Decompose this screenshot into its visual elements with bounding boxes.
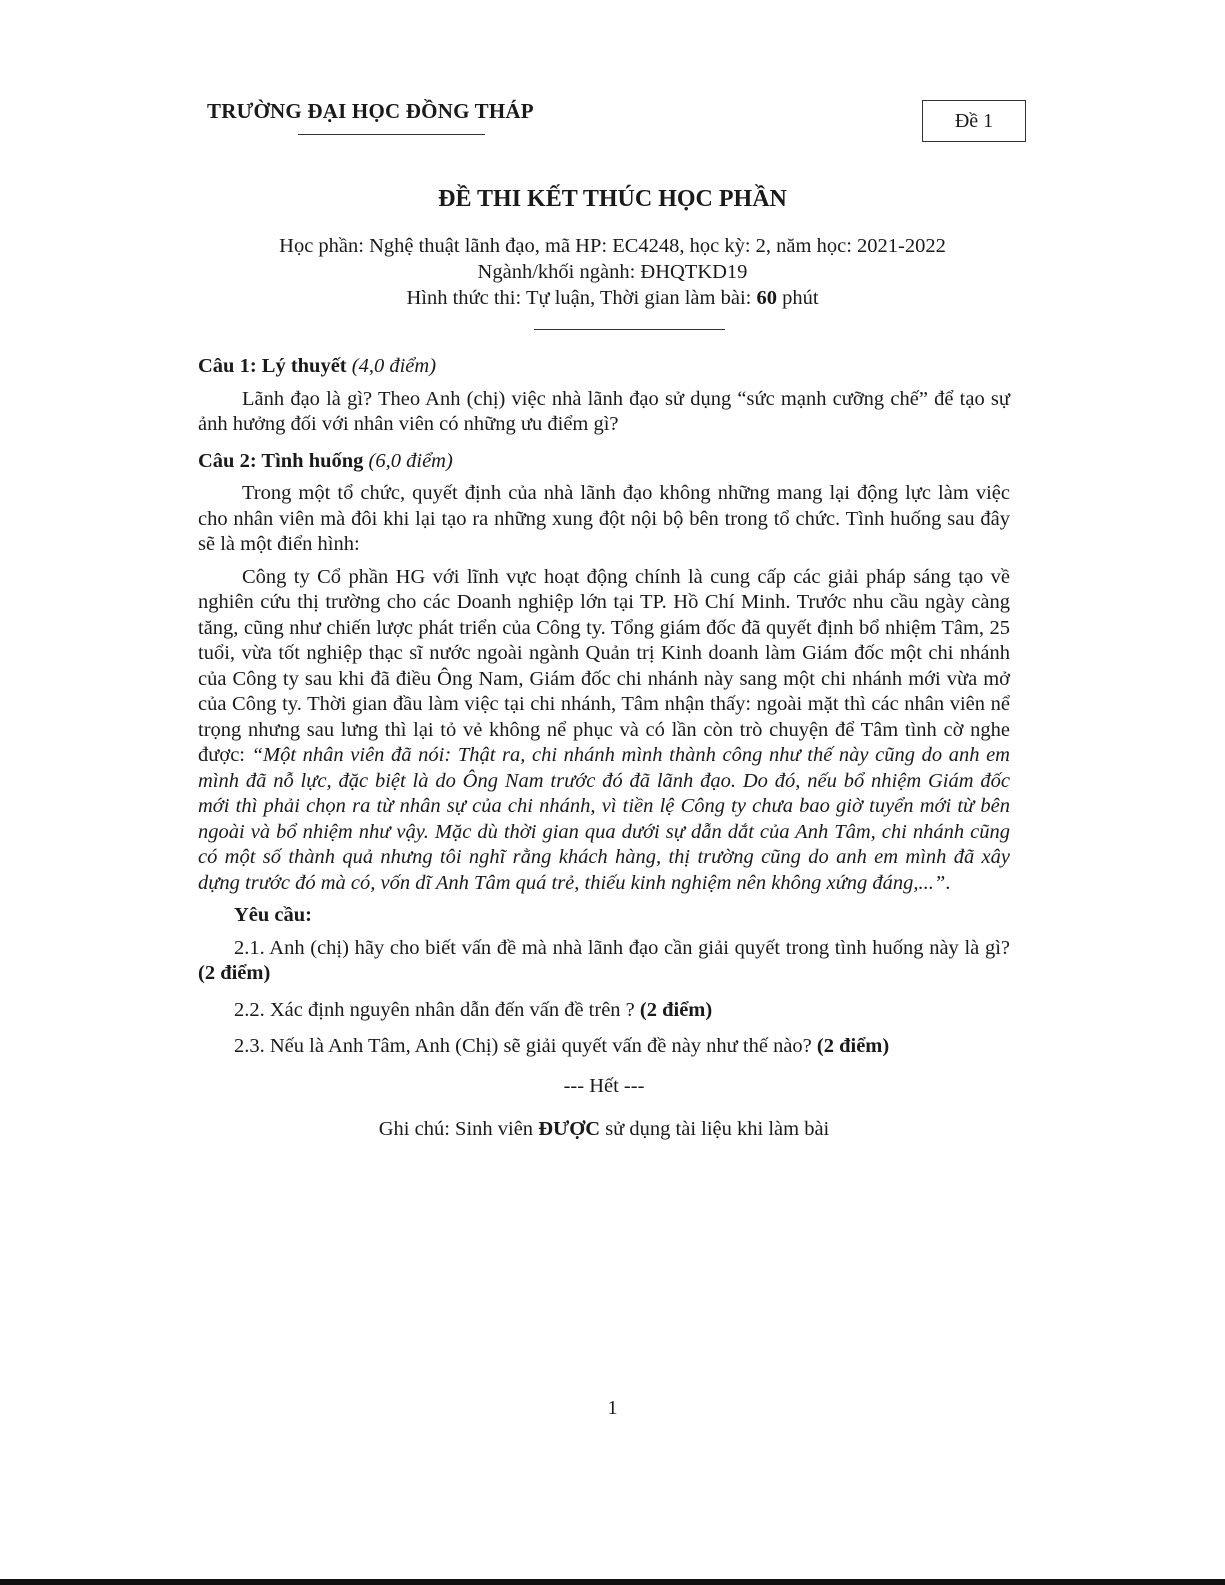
exam-format-prefix: Hình thức thi: Tự luận, Thời gian làm bài:: [406, 287, 757, 309]
requirement-points: (2 điểm): [816, 1035, 890, 1057]
requirement-text: 2.1. Anh (chị) hãy cho biết vấn đề mà nhà lãnh đạo cần giải quyết trong tình huống này là gì?: [234, 936, 1010, 959]
case-study: [198, 565, 1010, 897]
header-divider: [534, 329, 725, 330]
course-info: Học phần: Nghệ thuật lãnh đạo, mã HP: EC4248, học kỳ: 2, năm học: 2021-2022: [279, 235, 946, 257]
major-info: Ngành/khối ngành: ĐHQTKD19: [477, 261, 748, 283]
exam-note: [198, 1117, 1010, 1143]
case-text: Công ty Cổ phần HG với lĩnh vực hoạt động chính là cung cấp các giải pháp sáng tạo về nghiên cứu thị trường cho các Doanh nghiệp lớn tại TP. Hồ Chí Minh. Trước nhu cầu ngày càng tăng, cũng như chiến lược phát triển của Công ty. Tổng giám đốc đã quyết định bổ nhiệm Tâm, 25 tuổi, vừa tốt nghiệp thạc sĩ nước ngoài ngành Quản trị Kinh doanh làm Giám đốc một chi nhánh của Công ty sau khi đã điều Ông Nam, Giám đốc chi nhánh này sang một chi nhánh mới vừa mở của Công ty. Thời gian đầu làm việc tại chi nhánh, Tâm nhận thấy: ngoài mặt thì các nhân viên nể trọng nhưng sau lưng thì lại tỏ vẻ không nể phục và có lần còn trò chuyện để Tâm tình cờ nghe được:: [198, 565, 1010, 766]
case-end: .: [945, 871, 951, 894]
exam-title: ĐỀ THI KẾT THÚC HỌC PHẦN: [438, 186, 787, 212]
requirement-points: (2 điểm): [198, 962, 271, 984]
question-2-points: (6,0 điểm): [368, 449, 453, 472]
exam-code: Đề 1: [954, 109, 994, 132]
note-emphasis: ĐƯỢC: [538, 1118, 601, 1140]
question-2-title: Câu 2: Tình huống: [198, 449, 364, 472]
exam-code-box: [922, 100, 1026, 142]
exam-duration: 60: [756, 287, 777, 309]
question-1-heading: [198, 354, 1010, 380]
exam-format-suffix: phút: [776, 287, 819, 309]
requirement-item: [234, 998, 1010, 1024]
question-1-title: Câu 1: Lý thuyết: [198, 355, 347, 377]
page-number: 1: [607, 1397, 618, 1419]
question-2-heading: [198, 449, 1010, 475]
requirement-text: 2.2. Xác định nguyên nhân dẫn đến vấn đề trên ?: [234, 998, 640, 1021]
requirement-text: 2.3. Nếu là Anh Tâm, Anh (Chị) sẽ giải quyết vấn đề này như thế nào?: [234, 1035, 817, 1057]
scan-edge: [0, 1579, 1225, 1585]
question-1-text: Lãnh đạo là gì? Theo Anh (chị) việc nhà lãnh đạo sử dụng “sức mạnh cưỡng chế” để tạo sự ảnh hưởng đối với nhân viên có những ưu điểm gì?: [198, 387, 1010, 435]
school-name: TRƯỜNG ĐẠI HỌC ĐỒNG THÁP: [207, 99, 534, 123]
requirement-item: [198, 936, 1010, 987]
requirement-item: [234, 1034, 1010, 1060]
school-underline: [298, 134, 485, 135]
end-mark: --- Hết ---: [563, 1074, 645, 1097]
case-quote: “Một nhân viên đã nói: Thật ra, chi nhánh mình thành công như thế này cũng do anh em mình đã nỗ lực, đặc biệt là do Ông Nam trước đó đã lãnh đạo. Do đó, nếu bổ nhiệm Giám đốc mới thì phải chọn ra từ nhân sự của chi nhánh, vì tiền lệ Công ty chưa bao giờ tuyển mới từ bên ngoài và bổ nhiệm như vậy. Mặc dù thời gian qua dưới sự dẫn dắt của Anh Tâm, chi nhánh cũng có một số thành quả nhưng tôi nghĩ rằng khách hàng, thị trường cũng do anh em mình đã xây dựng trước đó mà có, vốn dĩ Anh Tâm quá trẻ, thiếu kinh nghiệm nên không xứng đáng,...”: [198, 744, 1010, 894]
requirements-title: Yêu cầu:: [234, 904, 313, 926]
exam-format-info: [0, 287, 1225, 310]
note-suffix: sử dụng tài liệu khi làm bài: [600, 1118, 830, 1140]
note-prefix: Ghi chú: Sinh viên: [378, 1118, 539, 1140]
question-1-points: (4,0 điểm): [351, 355, 437, 377]
exam-content: [198, 350, 1010, 1143]
case-intro: Trong một tổ chức, quyết định của nhà lãnh đạo không những mang lại động lực làm việc cho nhân viên mà đôi khi lại tạo ra những xung đột nội bộ bên trong tổ chức. Tình huống sau đây sẽ là một điển hình:: [198, 482, 1010, 555]
requirement-points: (2 điểm): [639, 998, 713, 1021]
